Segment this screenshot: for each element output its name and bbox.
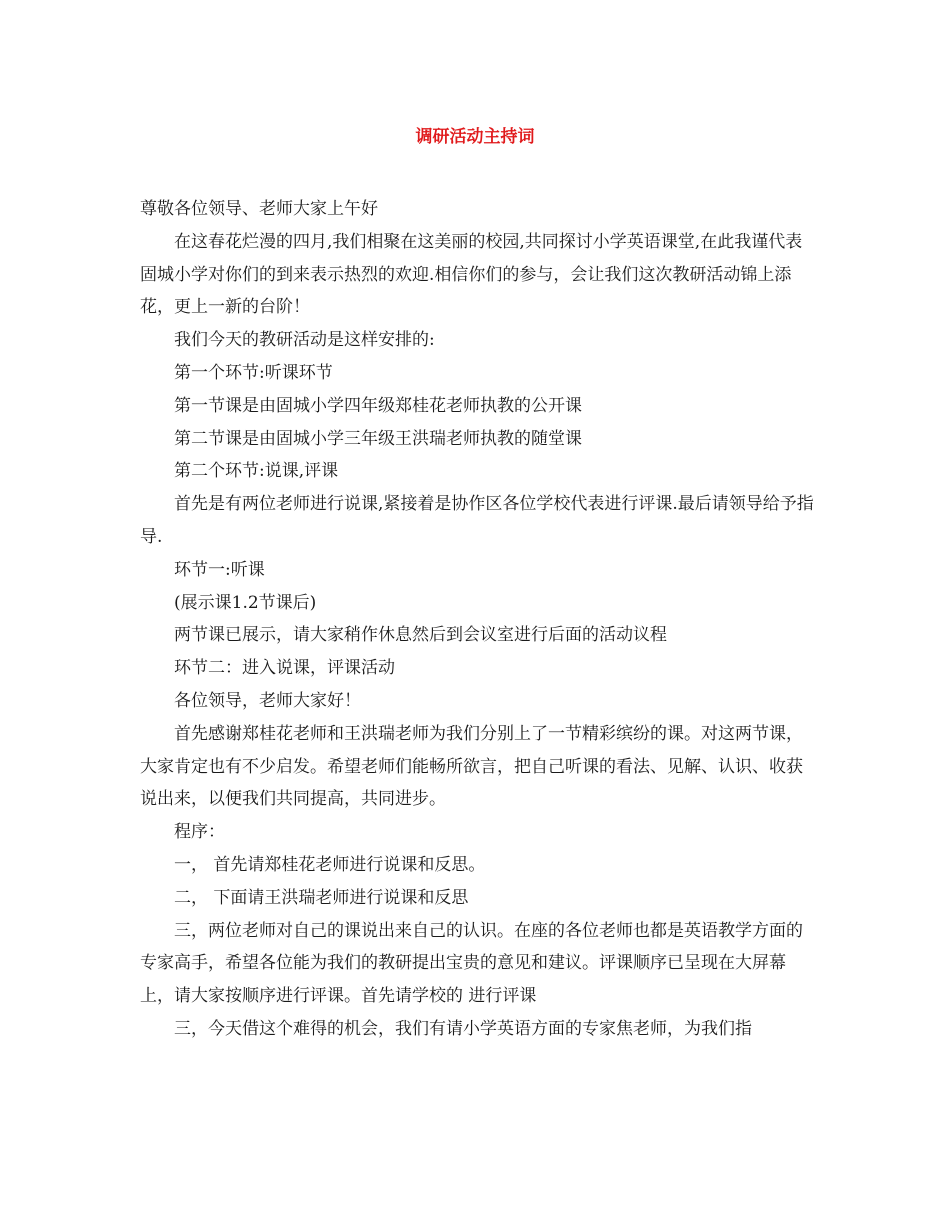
paragraph: 首先是有两位老师进行说课,紧接着是协作区各位学校代表进行评课.最后请领导给予指导. [140, 494, 814, 547]
paragraph: 尊敬各位领导、老师大家上午好 [140, 199, 378, 219]
paragraph: 环节二：进入说课，评课活动 [174, 658, 395, 679]
document-body [140, 193, 815, 1046]
paragraph: 环节一:听课 [174, 559, 265, 580]
paragraph: 首先感谢郑桂花老师和王洪瑞老师为我们分别上了一节精彩缤纷的课。对这两节课，大家肯定也有不少启发。希望老师们能畅所欲言，把自己听课的看法、见解、认识、收获说出来，以便我们共同提高，共同进步。 [140, 723, 803, 810]
paragraph: 第二个环节:说课,评课 [174, 461, 339, 482]
paragraph: 我们今天的教研活动是这样安排的: [174, 330, 435, 351]
paragraph: 二， 下面请王洪瑞老师进行说课和反思 [174, 887, 469, 908]
paragraph: 各位领导，老师大家好！ [174, 690, 361, 711]
paragraph: (展示课1.2节课后) [174, 592, 317, 613]
paragraph: 程序： [174, 822, 225, 843]
paragraph: 三，今天借这个难得的机会，我们有请小学英语方面的专家焦老师，为我们指 [174, 1018, 752, 1039]
paragraph: 第二节课是由固城小学三年级王洪瑞老师执教的随堂课 [174, 428, 582, 449]
paragraph: 第一个环节:听课环节 [174, 362, 333, 383]
paragraph: 三，两位老师对自己的课说出来自己的认识。在座的各位老师也都是英语教学方面的专家高手，希望各位能为我们的教研提出宝贵的意见和建议。评课顺序已呈现在大屏幕上，请大家按顺序进行评课。首先请学校的 进行评课 [140, 920, 803, 1007]
paragraph: 在这春花烂漫的四月,我们相聚在这美丽的校园,共同探讨小学英语课堂,在此我谨代表固城小学对你们的到来表示热烈的欢迎.相信你们的参与，会让我们这次教研活动锦上添花，更上一新的台阶！ [140, 231, 803, 318]
paragraph: 第一节课是由固城小学四年级郑桂花老师执教的公开课 [174, 395, 582, 416]
paragraph: 一， 首先请郑桂花老师进行说课和反思。 [174, 854, 486, 875]
paragraph: 两节课已展示，请大家稍作休息然后到会议室进行后面的活动议程 [174, 625, 667, 646]
document-title: 调研活动主持词 [415, 127, 535, 147]
